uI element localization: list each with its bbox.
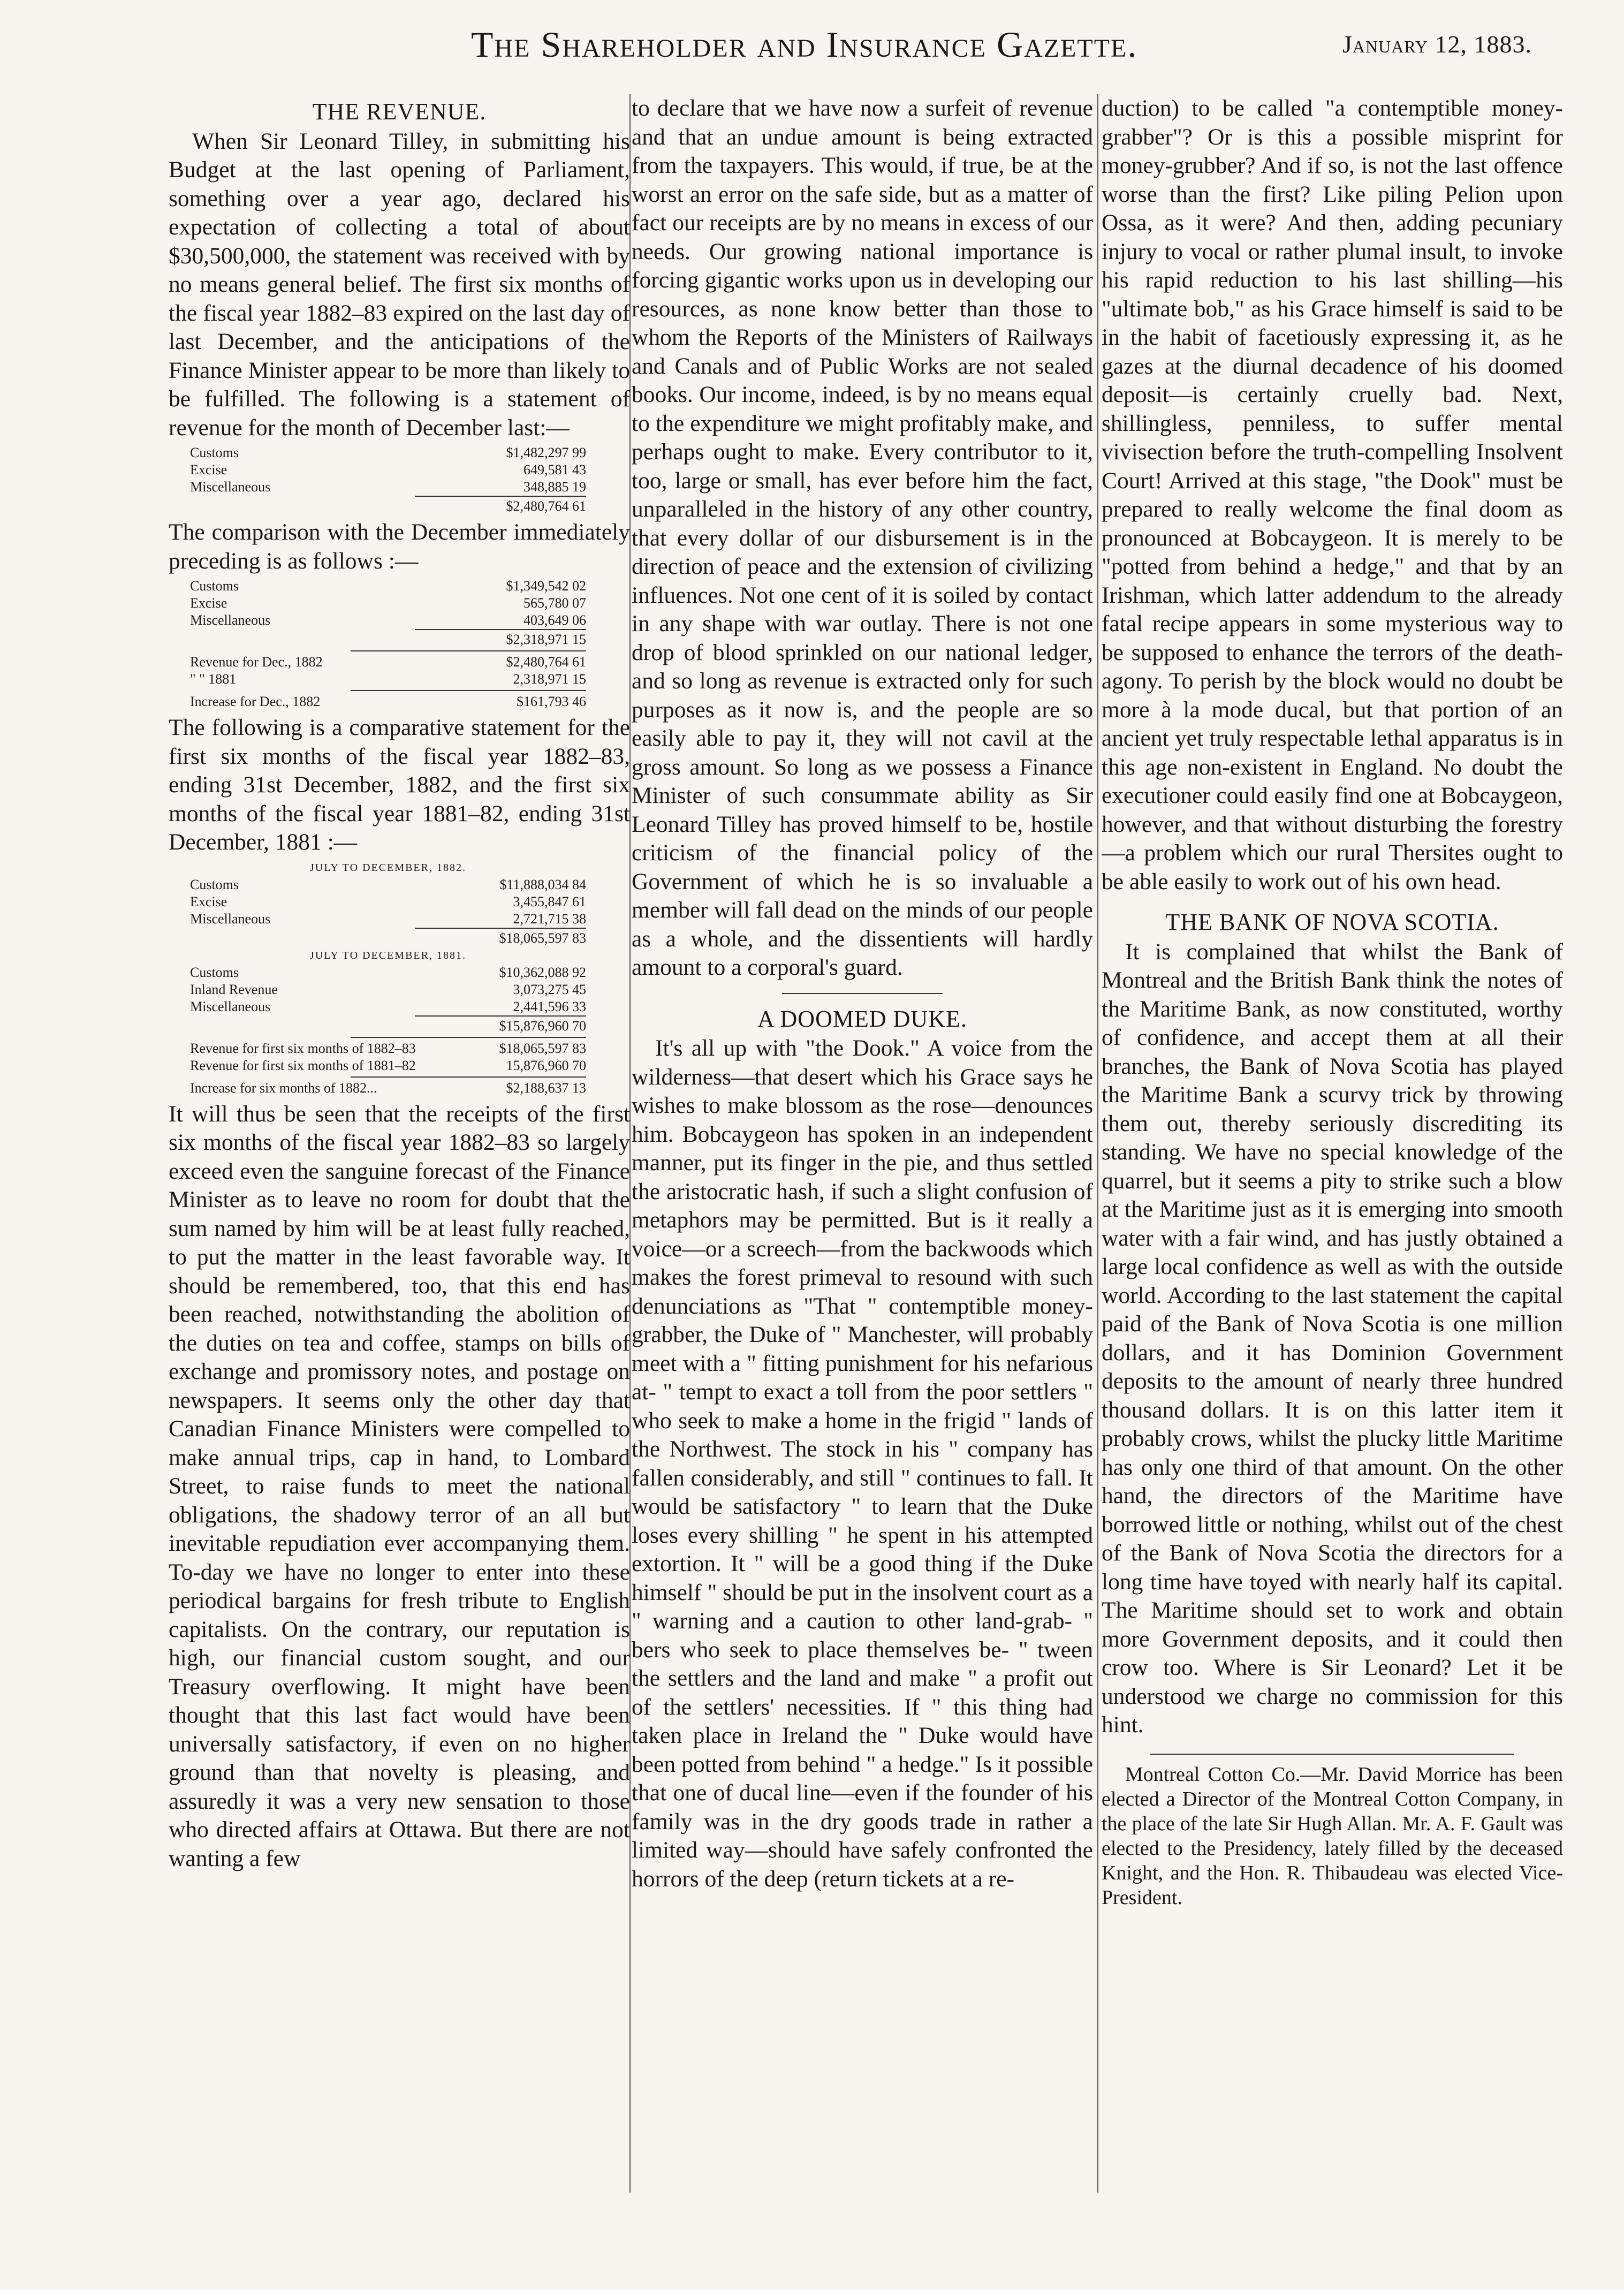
table-total: $2,318,971 15 — [415, 629, 586, 648]
revenue-heading: THE REVENUE. — [312, 98, 487, 125]
revenue-paragraph: It will thus be seen that the receipts of the first six months of the fiscal year 1882–83 so largely exceed even the sanguine forecast of the Finance Minister as to leave no room for doubt that the sum named by him will be at least fully reached, to put the matter in the least favorable way. It should be remembered, too, that this end has been reached, notwithstanding the abolition of the duties on tea and coffee, stamps on bills of exchange and promissory notes, and postage on newspapers. It seems only the other day that Canadian Finance Ministers were compelled to make annual trips, cap in hand, to Lombard Street, to raise funds to meet the national obligations, the shadowy terror of an all but inevitable repudiation ever accompanying them. To-day we have no longer to enter into these periodical bargains for fresh tribute to English capitalists. On the contrary, our reputation is high, our financial custom sought, and our Treasury overflowing. It might have been thought that this last fact would have been universally satisfactory, if even on no higher ground than that novelty is pleasing, and assuredly it was a very new sensation to those who directed affairs at Ottawa. But there are not wanting a few — [169, 1101, 630, 1871]
table-total: $15,876,960 70 — [415, 1015, 586, 1035]
table-row: Increase for six months of 1882... $2,188,637 13 — [190, 1080, 586, 1096]
table-row: Customs $1,349,542 02 — [190, 578, 586, 594]
table-row: Customs $11,888,034 84 — [190, 876, 586, 892]
column-2 — [632, 94, 1093, 2246]
column-3 — [1102, 94, 1563, 2246]
table-row: Miscellaneous 2,441,596 33 — [190, 998, 586, 1014]
divider — [782, 993, 943, 994]
revenue-table-dec-1882 — [190, 444, 586, 515]
revenue-paragraph: to declare that we have now a surfeit of revenue and that an undue amount is being extracted from the taxpayers. This would, if true, be at the worst an error on the safe side, but as a matter of fact our receipts are by no means in excess of our needs. Our growing national importance is forcing gigantic works upon us in developing our resources, as none know better than those to whom the Reports of the Ministers of Railways and Canals and of Public Works are not sealed books. Our income, indeed, is by no means equal to the expenditure we might profitably make, and perhaps ought to make. Every contributor to it, too, large or small, has ever before him the fact, unparalleled in the history of any other country, that every dollar of our disbursement is in the direction of peace and the extension of civilizing influences. Not one cent of it is soiled by contact in any shape with war outlay. There is not one drop of blood sprinkled on our national ledger, and so long as revenue is extracted only for such purposes as it now is, and the people are so easily able to pay it, they will not cavil at the gross amount. So long as we possess a Finance Minister of such consummate ability as Sir Leonard Tilley has proved himself to be, hostile criticism of the financial policy of the Government of which he is so invaluable a member will fall dead on the minds of our people as a whole, and the dissentients will hardly amount to a corporal's guard. — [632, 95, 1093, 980]
revenue-table-six-months — [190, 859, 586, 1097]
table-total: $18,065,597 83 — [415, 928, 586, 947]
table-row: Inland Revenue 3,073,275 45 — [190, 981, 586, 997]
duke-paragraph: duction) to be called "a contemptible money-grabber"? Or is this a possible misprint for money-grubber? And if so, is not the last offence worse than the first? Like piling Pelion upon Ossa, as it were? And then, adding pecuniary injury to vocal or rather plumal insult, to invoke his rapid reduction to his last shilling—his "ultimate bob," as his Grace himself is said to be in the habit of facetiously expressing it, as he gazes at the diurnal decadence of his doomed deposit—is certainly cruelly bad. Next, shillingless, penniless, to suffer mental vivisection before the truth-compelling Insolvent Court! Arrived at this stage, "the Dook" must be prepared to really welcome the final doom as pronounced at Bobcaygeon. It is merely to be "potted from behind a hedge," and that by an Irishman, which latter addendum to the already fatal recipe appears in some mysterious way to be supposed to enhance the terrors of the death-agony. To perish by the block would no doubt be more à la mode ducal, but that portion of an ancient yet truly respectable lethal apparatus is in this age non-existent in England. No doubt the executioner could easily find one at Bobcaygeon, however, and that without disturbing the forestry—a problem which our rural Thersites ought to be able easily to work out of his own head. — [1102, 95, 1563, 894]
table-row: Customs $1,482,297 99 — [190, 445, 586, 460]
revenue-paragraph: The following is a comparative statement for the first six months of the fiscal year 1882–83, ending 31st December, 1882, and the first six months of the fiscal year 1881–82, ending 31st December, 1881 :— — [169, 715, 630, 855]
column-1 — [169, 94, 630, 2246]
divider — [351, 1037, 586, 1038]
duke-heading: A DOOMED DUKE. — [757, 1005, 967, 1032]
table-row: Excise 649,581 43 — [190, 462, 586, 477]
table-subheading: JULY TO DECEMBER, 1881. — [310, 949, 466, 961]
table-row: " " 1881 2,318,971 15 — [190, 671, 586, 687]
masthead — [0, 24, 1624, 72]
table-row: Excise 3,455,847 61 — [190, 893, 586, 909]
revenue-paragraph: When Sir Leonard Tilley, in submitting his Budget at the last opening of Parliament, something over a year ago, declared his expectation of collecting a total of about $30,500,000, the statement was received with by no means general belief. The first six months of the fiscal year 1882–83 expired on the last day of last December, and the anticipations of the Finance Minister appear to be more than likely to be fulfilled. The following is a statement of revenue for the month of December last:— — [169, 128, 630, 441]
divider — [351, 690, 586, 691]
table-row: Miscellaneous 403,649 06 — [190, 612, 586, 628]
table-row: Customs $10,362,088 92 — [190, 964, 586, 980]
table-total: $2,480,764 61 — [415, 496, 586, 515]
table-row: Excise 565,780 07 — [190, 595, 586, 611]
table-row: Miscellaneous 348,885 19 — [190, 479, 586, 495]
column-divider — [1097, 94, 1098, 2193]
table-row: Revenue for first six months of 1881–82 15,876,960 70 — [190, 1057, 586, 1073]
table-row: Revenue for Dec., 1882 $2,480,764 61 — [190, 654, 586, 670]
cotton-company-notice: Montreal Cotton Co.—Mr. David Morrice has been elected a Director of the Montreal Cotton Company, in the place of the late Sir Hugh Allan. Mr. A. F. Gault was elected to the Presidency, lately filled by the deceased Knight, and the Hon. R. Thibaudeau was elected Vice-President. — [1102, 1763, 1563, 1909]
divider — [351, 1076, 586, 1078]
divider — [351, 650, 586, 651]
publication-title: The Shareholder and Insurance Gazette. — [471, 24, 1138, 65]
revenue-paragraph: The comparison with the December immediately preceding is as follows :— — [169, 519, 630, 574]
table-subheading: JULY TO DECEMBER, 1882. — [310, 861, 466, 874]
divider — [1150, 1754, 1514, 1755]
table-row: Miscellaneous 2,721,715 38 — [190, 911, 586, 927]
issue-date: January 12, 1883. — [1342, 31, 1532, 58]
bank-paragraph: It is complained that whilst the Bank of Montreal and the British Bank think the notes of the Maritime Bank, as now constituted, worthy of confidence, and accept them at all their branches, the Bank of Nova Scotia has played the Maritime Bank a scurvy trick by throwing them out, thereby seriously discrediting its standing. We have no special knowledge of the quarrel, but it seems a pity to strike such a blow at the Maritime just as it is emerging into smooth water with a fair wind, and has justly obtained a large local confidence as well as with the outside world. According to the last statement the capital paid of the Bank of Nova Scotia is one million dollars, and it has Dominion Government deposits to the amount of nearly three hundred thousand dollars. It is on this latter item it probably crows, whilst the plucky little Maritime has only one third of that amount. On the other hand, the directors of the Maritime have borrowed little or nothing, whilst out of the chest of the Bank of Nova Scotia the directors for a long time have toyed with nearly half its capital. The Maritime should set to work and obtain more Government deposits, and it could then crow too. Where is Sir Leonard? Let it be understood we charge no commission for this hint. — [1102, 938, 1563, 1738]
table-row: Revenue for first six months of 1882–83 $18,065,597 83 — [190, 1040, 586, 1056]
table-row: Increase for Dec., 1882 $161,793 46 — [190, 694, 586, 709]
bank-heading: THE BANK OF NOVA SCOTIA. — [1165, 909, 1499, 935]
revenue-table-dec-1881 — [190, 578, 586, 710]
duke-paragraph: It's all up with "the Dook." A voice from the wilderness—that desert which his Grace says he wishes to make blossom as the rose—denounces him. Bobcaygeon has spoken in an independent manner, put its finger in the pie, and thus settled the aristocratic hash, if such a slight confusion of metaphors may be permitted. But is it really a voice—or a screech—from the backwoods which makes the forest primeval to resound with such denunciations as "That " contemptible money-grabber, the Duke of " Manchester, will probably meet with a " fitting punishment for his nefarious at- " tempt to exact a toll from the poor settlers " who seek to make a home in the frigid " lands of the Northwest. The stock in his " company has fallen considerably, and still " continues to fall. It would be satisfactory " to learn that the Duke loses every shilling " he spent in his attempted extortion. It " will be a good thing if the Duke himself " should be put in the insolvent court as a " warning and a caution to other land-grab- " bers who seek to place themselves be- " tween the settlers and the land and make " a profit out of the settlers' necessities. If " this thing had taken place in Ireland the " Duke would have been potted from behind " a hedge." Is it possible that one of ducal line—even if the founder of his family was in the dry goods trade in rather a limited way—should have safely confronted the horrors of the deep (return tickets at a re- — [632, 1035, 1093, 1892]
